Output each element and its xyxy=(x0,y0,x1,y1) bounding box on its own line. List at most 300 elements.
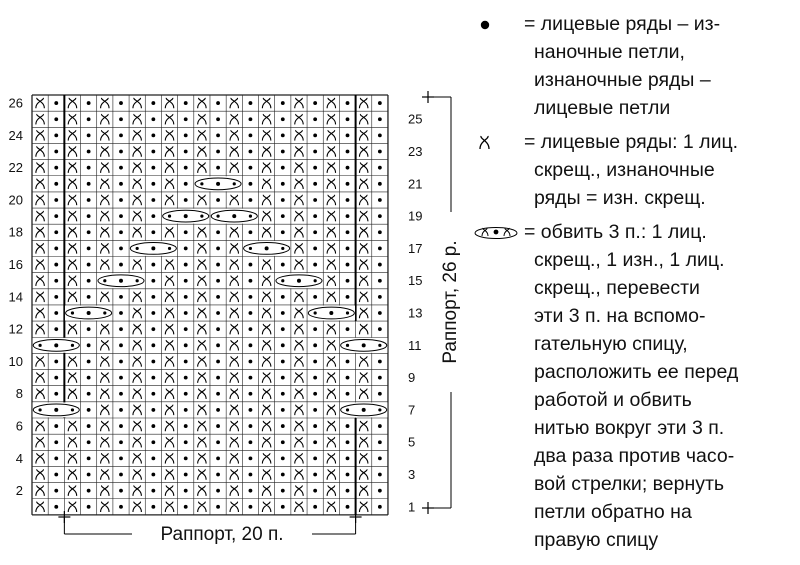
purl-dot xyxy=(378,214,382,218)
twisted-stitch xyxy=(295,98,303,108)
purl-dot xyxy=(281,166,285,170)
twisted-stitch xyxy=(36,356,44,366)
purl-dot xyxy=(184,263,188,267)
twisted-stitch xyxy=(198,356,206,366)
purl-dot xyxy=(184,440,188,444)
purl-dot xyxy=(346,392,350,396)
twisted-stitch xyxy=(101,211,109,221)
twisted-stitch xyxy=(198,502,206,512)
twisted-stitch xyxy=(262,502,270,512)
twisted-stitch xyxy=(68,421,76,431)
purl-dot xyxy=(87,150,91,154)
twisted-stitch xyxy=(165,162,173,172)
purl-dot xyxy=(281,247,284,250)
purl-dot xyxy=(249,182,253,186)
purl-dot xyxy=(87,166,91,170)
purl-dot xyxy=(87,343,91,347)
purl-dot xyxy=(71,311,74,314)
twisted-stitch xyxy=(262,195,270,205)
purl-dot xyxy=(87,182,91,186)
purl-dot xyxy=(313,230,317,234)
purl-dot xyxy=(54,117,58,121)
purl-dot xyxy=(233,182,236,185)
purl-dot xyxy=(119,198,123,202)
legend-text-line: эти 3 п. на вспомо- xyxy=(534,305,706,327)
purl-dot xyxy=(346,263,350,267)
purl-dot xyxy=(119,408,123,412)
purl-dot xyxy=(184,489,188,493)
twisted-stitch xyxy=(198,130,206,140)
purl-dot xyxy=(313,440,317,444)
twisted-stitch xyxy=(68,211,76,221)
purl-dot xyxy=(313,343,317,347)
purl-dot xyxy=(346,198,350,202)
twisted-stitch xyxy=(36,227,44,237)
purl-dot xyxy=(313,392,317,396)
purl-dot xyxy=(87,117,91,121)
row-number-right: 1 xyxy=(408,499,416,515)
row-number-right: 25 xyxy=(408,111,423,127)
purl-dot xyxy=(184,311,188,315)
twisted-stitch xyxy=(165,405,173,415)
purl-dot xyxy=(313,166,317,170)
twisted-stitch xyxy=(230,276,238,286)
purl-dot xyxy=(249,473,253,477)
twisted-stitch xyxy=(295,114,303,124)
twisted-stitch xyxy=(36,502,44,512)
purl-dot xyxy=(184,505,188,509)
twisted-stitch xyxy=(133,453,141,463)
twisted-stitch xyxy=(295,130,303,140)
twisted-stitch xyxy=(68,372,76,382)
purl-dot xyxy=(87,311,91,315)
legend-text-line: петли обратно на xyxy=(534,501,692,523)
purl-dot xyxy=(54,182,58,186)
purl-dot xyxy=(378,311,382,315)
purl-dot xyxy=(249,327,253,331)
purl-dot xyxy=(346,344,349,347)
twisted-stitch xyxy=(68,276,76,286)
purl-dot xyxy=(346,182,350,186)
purl-dot xyxy=(119,311,123,315)
twisted-stitch xyxy=(68,453,76,463)
twisted-stitch xyxy=(327,276,335,286)
purl-dot xyxy=(184,230,188,234)
purl-dot xyxy=(249,295,253,299)
purl-dot xyxy=(216,215,219,218)
twisted-stitch xyxy=(133,421,141,431)
purl-dot xyxy=(151,473,155,477)
twisted-stitch xyxy=(36,276,44,286)
twisted-stitch xyxy=(295,356,303,366)
row-number-right: 9 xyxy=(408,370,416,386)
purl-dot xyxy=(378,279,382,283)
twisted-stitch xyxy=(165,227,173,237)
purl-dot xyxy=(378,150,382,154)
row-number-right: 17 xyxy=(408,240,423,256)
twisted-stitch xyxy=(230,502,238,512)
twisted-stitch xyxy=(165,114,173,124)
twisted-stitch xyxy=(133,389,141,399)
twisted-stitch xyxy=(230,389,238,399)
purl-dot xyxy=(281,473,285,477)
twisted-stitch xyxy=(295,259,303,269)
twisted-stitch xyxy=(101,485,109,495)
purl-dot xyxy=(281,505,285,509)
purl-dot xyxy=(378,198,382,202)
purl-dot xyxy=(151,182,155,186)
twisted-stitch xyxy=(198,324,206,334)
row-number-right: 23 xyxy=(408,143,423,159)
purl-dot xyxy=(87,440,91,444)
legend-text-line: скрещ., перевести xyxy=(534,277,700,299)
twisted-stitch-icon xyxy=(472,128,522,156)
twisted-stitch xyxy=(133,372,141,382)
purl-dot xyxy=(119,101,123,105)
purl-dot xyxy=(119,117,123,121)
purl-dot xyxy=(151,424,155,428)
twisted-stitch xyxy=(327,372,335,382)
purl-dot xyxy=(314,279,317,282)
twisted-stitch xyxy=(295,389,303,399)
twisted-stitch xyxy=(165,276,173,286)
purl-dot xyxy=(346,230,350,234)
purl-dot xyxy=(249,230,253,234)
twisted-stitch xyxy=(101,162,109,172)
purl-dot xyxy=(119,133,123,137)
purl-dot xyxy=(216,456,220,460)
twisted-stitch xyxy=(295,372,303,382)
purl-dot xyxy=(54,133,58,137)
purl-dot xyxy=(87,133,91,137)
purl-dot xyxy=(54,214,58,218)
twisted-stitch xyxy=(165,421,173,431)
legend-item xyxy=(472,128,798,212)
purl-dot xyxy=(249,376,253,380)
twisted-stitch xyxy=(165,340,173,350)
twisted-stitch xyxy=(198,98,206,108)
purl-dot xyxy=(313,327,317,331)
twisted-stitch xyxy=(359,469,367,479)
purl-dot xyxy=(378,392,382,396)
legend-text-line: скрещ., изнаночные xyxy=(534,159,715,181)
purl-dot xyxy=(281,424,285,428)
purl-dot xyxy=(216,182,220,186)
purl-dot xyxy=(281,198,285,202)
legend-item xyxy=(472,218,798,554)
purl-dot xyxy=(346,408,349,411)
legend-text-line: правую спицу xyxy=(534,529,659,551)
purl-dot xyxy=(346,166,350,170)
twisted-stitch xyxy=(68,356,76,366)
row-number-left: 16 xyxy=(8,257,23,273)
twisted-stitch xyxy=(36,469,44,479)
twisted-stitch xyxy=(230,372,238,382)
twisted-stitch xyxy=(327,324,335,334)
twisted-stitch xyxy=(101,292,109,302)
twisted-stitch xyxy=(359,356,367,366)
twisted-stitch xyxy=(165,324,173,334)
purl-dot xyxy=(378,456,382,460)
purl-dot xyxy=(54,327,58,331)
twisted-stitch xyxy=(165,389,173,399)
twisted-stitch xyxy=(36,389,44,399)
twisted-stitch xyxy=(68,502,76,512)
twisted-stitch xyxy=(68,227,76,237)
twisted-stitch xyxy=(230,437,238,447)
twisted-stitch xyxy=(133,259,141,269)
purl-dot xyxy=(87,489,91,493)
twisted-stitch xyxy=(359,324,367,334)
twisted-stitch xyxy=(359,130,367,140)
purl-dot xyxy=(119,214,123,218)
purl-dot xyxy=(87,101,91,105)
purl-dot xyxy=(184,247,188,251)
purl-dot xyxy=(151,360,155,364)
twisted-stitch xyxy=(262,292,270,302)
purl-dot xyxy=(184,166,188,170)
purl-dot xyxy=(281,360,285,364)
twisted-stitch xyxy=(295,162,303,172)
purl-dot xyxy=(346,133,350,137)
purl-dot xyxy=(249,247,252,250)
purl-dot xyxy=(346,150,350,154)
twisted-stitch xyxy=(133,356,141,366)
twisted-stitch xyxy=(198,340,206,350)
purl-dot xyxy=(378,473,382,477)
purl-dot xyxy=(281,133,285,137)
twisted-stitch xyxy=(262,98,270,108)
twisted-stitch xyxy=(36,421,44,431)
twisted-stitch xyxy=(295,179,303,189)
purl-dot xyxy=(216,150,220,154)
purl-dot xyxy=(54,263,58,267)
twisted-stitch xyxy=(101,227,109,237)
purl-dot xyxy=(87,456,91,460)
row-number-right: 7 xyxy=(408,402,416,418)
twisted-stitch xyxy=(165,453,173,463)
twisted-stitch xyxy=(68,324,76,334)
twisted-stitch xyxy=(327,356,335,366)
twisted-stitch xyxy=(36,259,44,269)
twisted-stitch xyxy=(359,437,367,447)
twisted-stitch xyxy=(230,130,238,140)
purl-dot xyxy=(216,440,220,444)
twisted-stitch xyxy=(359,421,367,431)
legend-text-line: работой и обвить xyxy=(534,389,692,411)
twisted-stitch xyxy=(230,340,238,350)
twisted-stitch xyxy=(68,259,76,269)
twisted-stitch xyxy=(101,437,109,447)
twisted-stitch xyxy=(230,405,238,415)
wrap-stitches-icon xyxy=(472,218,522,246)
purl-dot xyxy=(313,117,317,121)
purl-dot xyxy=(151,198,155,202)
purl-dot xyxy=(151,150,155,154)
twisted-stitch xyxy=(133,405,141,415)
twisted-stitch xyxy=(36,114,44,124)
purl-dot xyxy=(54,360,58,364)
twisted-stitch xyxy=(36,453,44,463)
row-number-left: 20 xyxy=(8,192,23,208)
twisted-stitch xyxy=(359,485,367,495)
twisted-stitch xyxy=(359,389,367,399)
twisted-stitch xyxy=(262,146,270,156)
twisted-stitch xyxy=(327,195,335,205)
legend-text-line: = обвить 3 п.: 1 лиц. xyxy=(524,221,707,243)
twisted-stitch xyxy=(295,469,303,479)
twisted-stitch xyxy=(359,259,367,269)
twisted-stitch xyxy=(295,421,303,431)
purl-dot xyxy=(216,505,220,509)
purl-dot xyxy=(54,376,58,380)
purl-dot xyxy=(119,295,123,299)
purl-dot xyxy=(54,408,58,412)
twisted-stitch xyxy=(295,227,303,237)
twisted-stitch xyxy=(133,130,141,140)
purl-dot xyxy=(184,101,188,105)
legend-text-line: два раза против часо- xyxy=(534,445,735,467)
purl-dot xyxy=(249,456,253,460)
twisted-stitch xyxy=(133,292,141,302)
twisted-stitch xyxy=(327,162,335,172)
purl-dot xyxy=(87,198,91,202)
purl-dot xyxy=(313,263,317,267)
twisted-stitch xyxy=(133,211,141,221)
twisted-stitch xyxy=(262,162,270,172)
twisted-stitch xyxy=(359,162,367,172)
twisted-stitch xyxy=(133,469,141,479)
purl-dot xyxy=(281,440,285,444)
twisted-stitch xyxy=(165,98,173,108)
twisted-stitch xyxy=(68,179,76,189)
purl-dot xyxy=(184,424,188,428)
twisted-stitch xyxy=(198,437,206,447)
purl-dot xyxy=(184,150,188,154)
legend-text-line: скрещ., 1 изн., 1 лиц. xyxy=(534,249,725,271)
twisted-stitch xyxy=(36,211,44,221)
twisted-stitch xyxy=(165,502,173,512)
twisted-stitch xyxy=(198,372,206,382)
row-number-right: 3 xyxy=(408,466,416,482)
twisted-stitch xyxy=(262,130,270,140)
purl-dot xyxy=(184,117,188,121)
purl-dot xyxy=(216,489,220,493)
twisted-stitch xyxy=(295,405,303,415)
twisted-stitch xyxy=(165,292,173,302)
purl-dot xyxy=(281,327,285,331)
purl-dot xyxy=(249,392,253,396)
row-number-left: 8 xyxy=(15,386,23,402)
twisted-stitch xyxy=(262,211,270,221)
purl-dot xyxy=(216,230,220,234)
twisted-stitch xyxy=(230,146,238,156)
twisted-stitch xyxy=(68,114,76,124)
purl-dot xyxy=(281,408,285,412)
twisted-stitch xyxy=(133,179,141,189)
purl-dot xyxy=(281,295,285,299)
purl-dot xyxy=(87,327,91,331)
purl-dot xyxy=(281,392,285,396)
purl-dot xyxy=(313,489,317,493)
twisted-stitch xyxy=(327,259,335,269)
purl-dot xyxy=(119,489,123,493)
rapport-height-label: Раппорт, 26 р. xyxy=(440,240,462,364)
twisted-stitch xyxy=(295,502,303,512)
twisted-stitch xyxy=(198,292,206,302)
purl-dot xyxy=(119,392,123,396)
purl-dot xyxy=(216,408,220,412)
purl-dot xyxy=(346,473,350,477)
twisted-stitch xyxy=(262,356,270,366)
twisted-stitch xyxy=(359,227,367,237)
twisted-stitch xyxy=(327,485,335,495)
twisted-stitch xyxy=(327,146,335,156)
twisted-stitch xyxy=(198,162,206,172)
purl-dot xyxy=(54,489,58,493)
purl-dot xyxy=(346,456,350,460)
purl-dot xyxy=(216,392,220,396)
purl-dot xyxy=(151,311,155,315)
twisted-stitch xyxy=(36,162,44,172)
legend-text-line: расположить ее перед xyxy=(534,361,739,383)
purl-dot xyxy=(362,343,366,347)
twisted-stitch xyxy=(262,469,270,479)
purl-dot xyxy=(103,311,106,314)
twisted-stitch xyxy=(36,324,44,334)
purl-dot xyxy=(378,489,382,493)
purl-dot xyxy=(119,456,123,460)
purl-dot xyxy=(151,456,155,460)
twisted-stitch xyxy=(101,405,109,415)
purl-dot xyxy=(378,344,381,347)
purl-dot xyxy=(184,327,188,331)
purl-dot xyxy=(216,101,220,105)
purl-dot xyxy=(151,327,155,331)
twisted-stitch xyxy=(230,356,238,366)
purl-dot xyxy=(378,263,382,267)
purl-dot xyxy=(151,376,155,380)
purl-dot xyxy=(200,182,203,185)
twisted-stitch xyxy=(359,98,367,108)
purl-dot xyxy=(281,230,285,234)
purl-dot xyxy=(216,198,220,202)
twisted-stitch xyxy=(101,356,109,366)
twisted-stitch xyxy=(68,146,76,156)
purl-dot xyxy=(87,230,91,234)
row-number-right: 5 xyxy=(408,434,416,450)
purl-dot xyxy=(151,440,155,444)
purl-dot xyxy=(184,456,188,460)
purl-dot xyxy=(184,279,188,283)
rapport-width-label: Раппорт, 20 п. xyxy=(160,524,284,546)
purl-dot xyxy=(200,215,203,218)
purl-dot xyxy=(281,263,285,267)
twisted-stitch xyxy=(68,98,76,108)
purl-dot xyxy=(249,150,253,154)
purl-dot xyxy=(313,424,317,428)
purl-dot xyxy=(87,247,91,251)
purl-dot xyxy=(216,133,220,137)
purl-dot xyxy=(378,424,382,428)
twisted-stitch xyxy=(101,469,109,479)
purl-dot xyxy=(87,214,91,218)
purl-dot xyxy=(119,505,123,509)
purl-dot xyxy=(249,166,253,170)
purl-dot xyxy=(184,198,188,202)
purl-dot xyxy=(87,263,91,267)
purl-dot xyxy=(54,473,58,477)
